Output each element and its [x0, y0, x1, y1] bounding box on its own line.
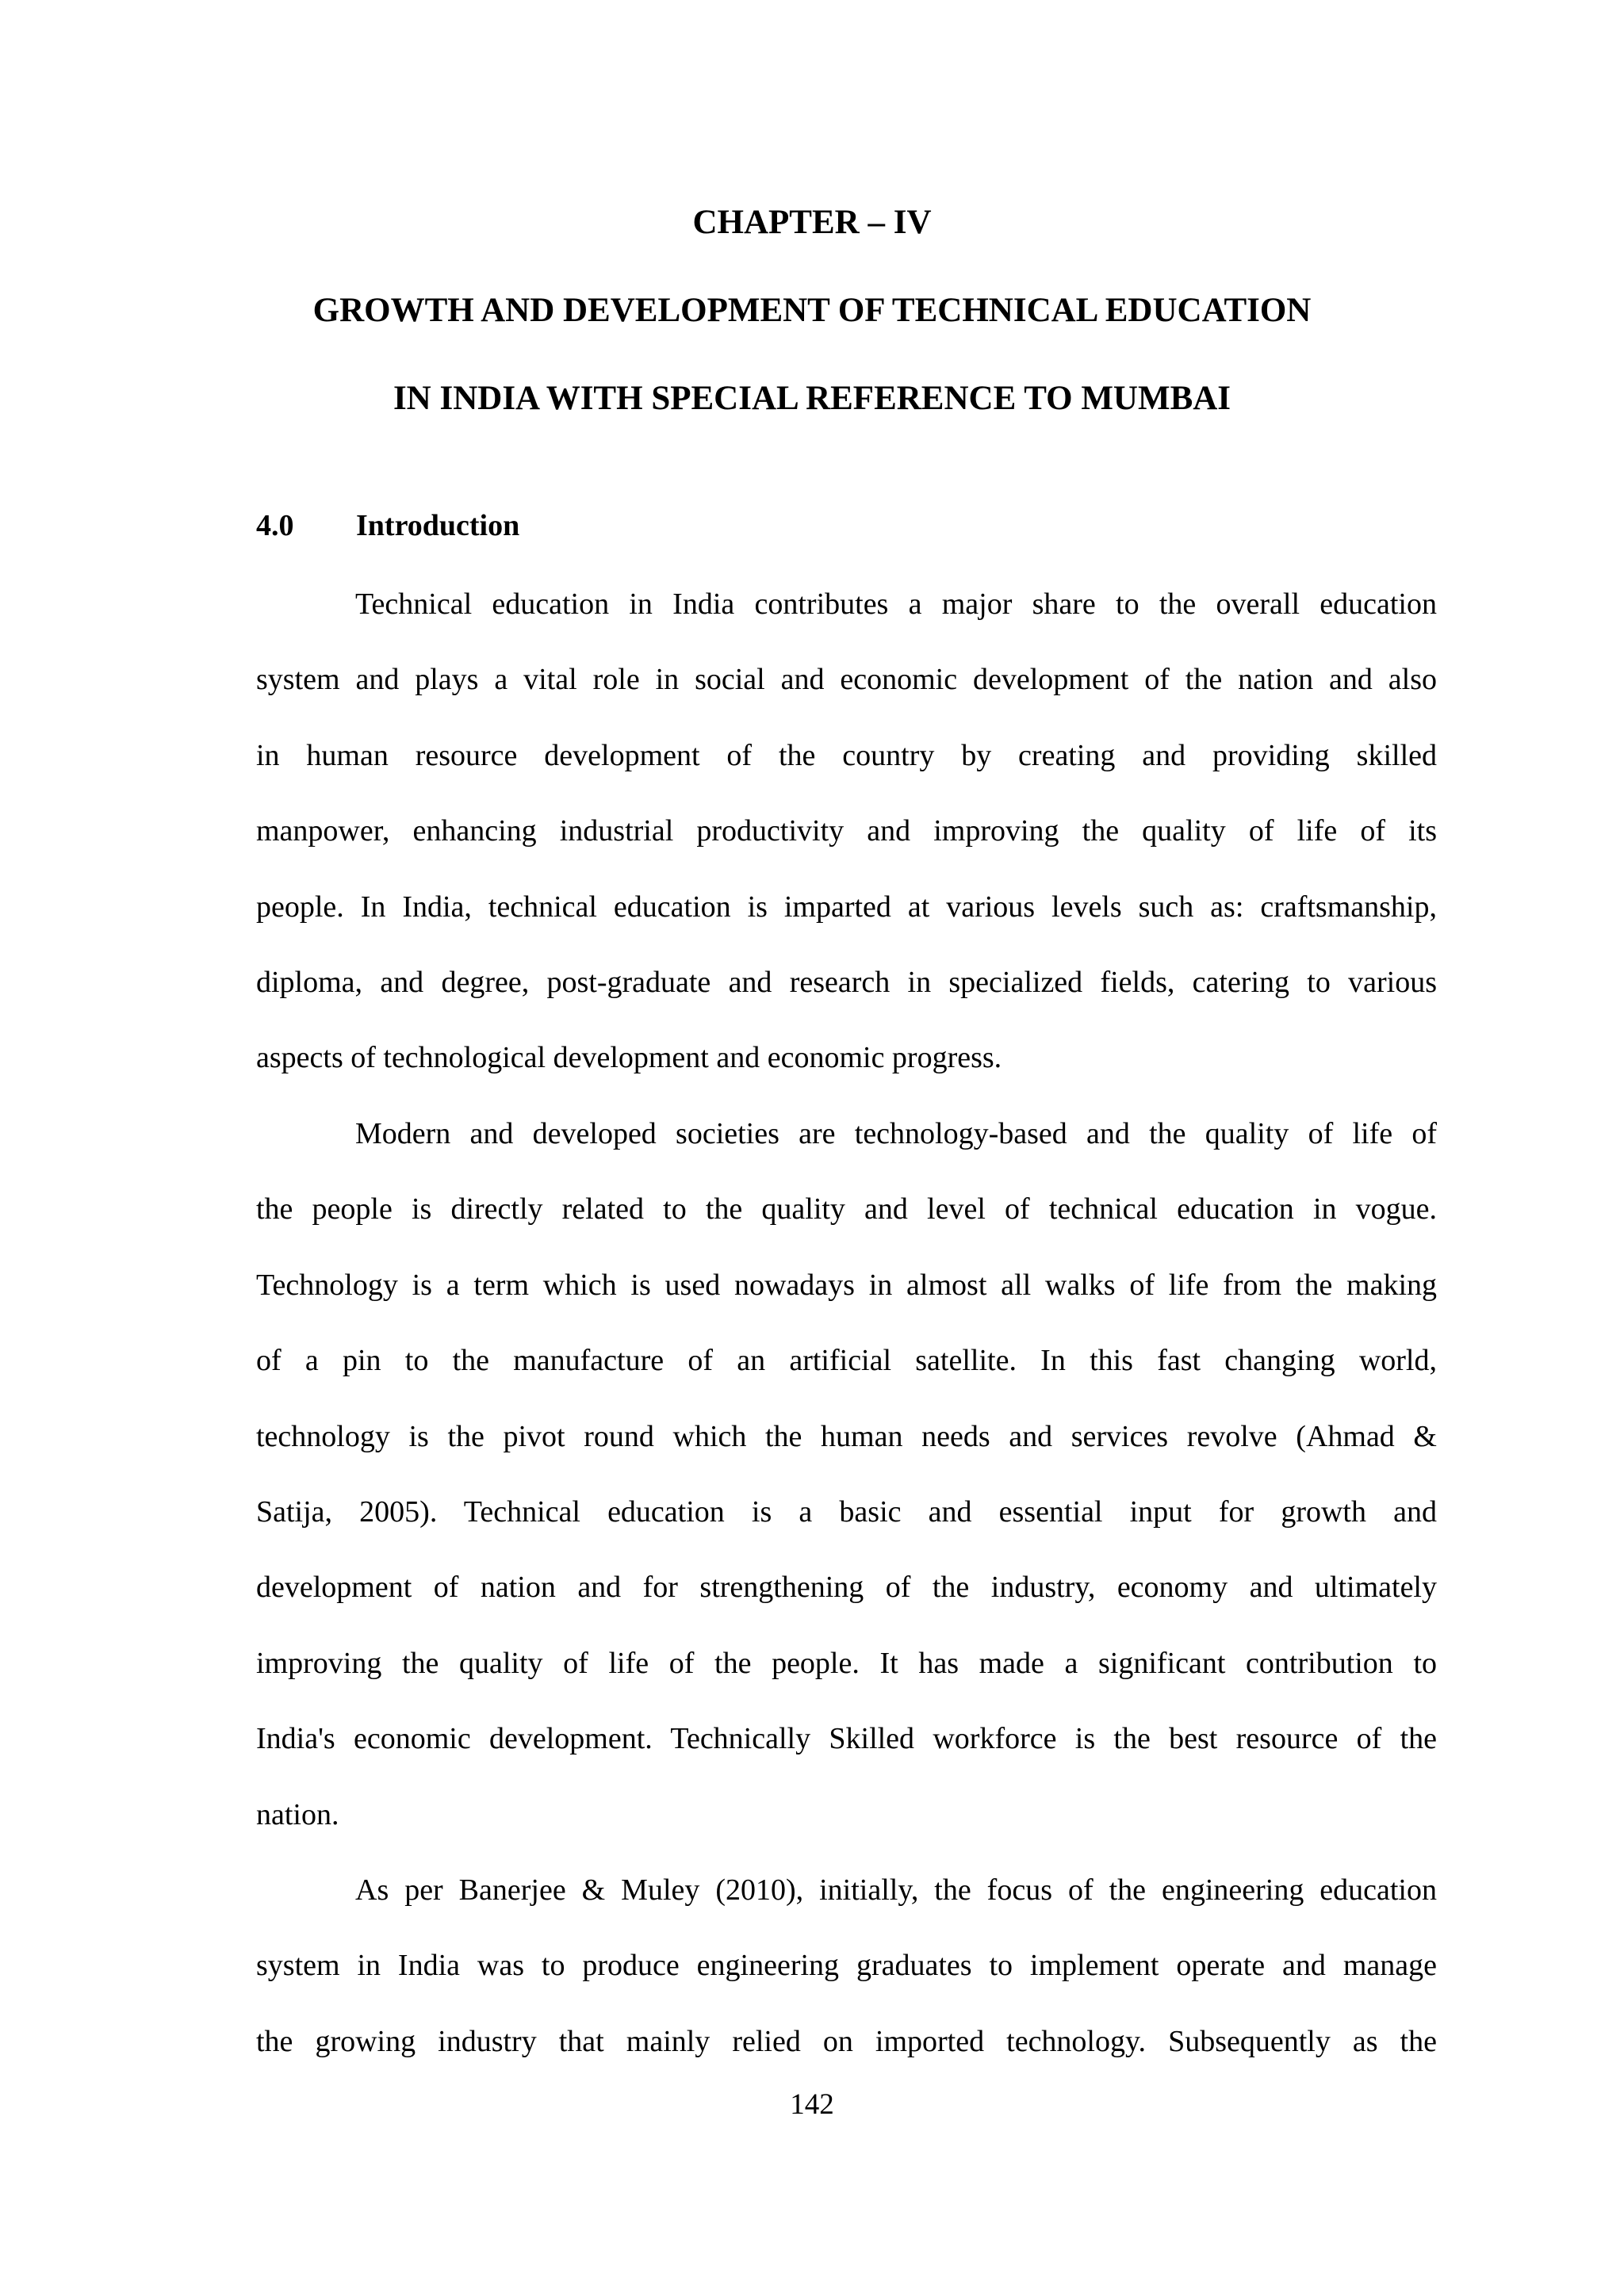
paragraph-line: of a pin to the manufacture of an artificial satellite. In this fast changing world,	[256, 1344, 1437, 1378]
paragraph-line: Modern and developed societies are technology-based and the quality of life of	[355, 1117, 1437, 1150]
paragraph-line: diploma, and degree, post-graduate and research in specialized fields, catering to various	[256, 965, 1437, 999]
paragraph-line: nation.	[256, 1797, 339, 1831]
paragraph-line: people. In India, technical education is imparted at various levels such as: craftsmanship,	[256, 890, 1437, 924]
chapter-title-line-1: GROWTH AND DEVELOPMENT OF TECHNICAL EDUCATION	[312, 292, 1312, 329]
paragraph-line: manpower, enhancing industrial productivity and improving the quality of life of its	[256, 814, 1437, 848]
paragraph-line: India's economic development. Technically Skilled workforce is the best resource of the	[256, 1722, 1437, 1756]
paragraph-3	[256, 1853, 1437, 2080]
paragraph-line: aspects of technological development and economic progress.	[256, 1041, 1002, 1075]
section-title: Introduction	[356, 509, 520, 542]
paragraph-line: As per Banerjee & Muley (2010), initially, the focus of the engineering education	[355, 1873, 1437, 1907]
paragraph-line: system and plays a vital role in social and economic development of the nation and also	[256, 663, 1437, 697]
paragraph-line: in human resource development of the country by creating and providing skilled	[256, 738, 1437, 772]
paragraph-line: Technical education in India contributes a major share to the overall education	[355, 587, 1437, 621]
paragraph-1	[256, 567, 1437, 1096]
paragraph-line: Technology is a term which is used nowadays in almost all walks of life from the making	[256, 1268, 1437, 1302]
page-number: 142	[790, 2088, 834, 2121]
paragraph-line: system in India was to produce engineering graduates to implement operate and manage	[256, 1949, 1437, 1983]
paragraph-line: technology is the pivot round which the human needs and services revolve (Ahmad &	[256, 1419, 1437, 1453]
chapter-title-line-2: IN INDIA WITH SPECIAL REFERENCE TO MUMBAI	[393, 380, 1231, 417]
section-heading	[256, 504, 519, 547]
paragraph-line: Satija, 2005). Technical education is a basic and essential input for growth and	[256, 1494, 1437, 1529]
chapter-label: CHAPTER – IV	[692, 204, 932, 241]
paragraph-line: development of nation and for strengthening of the industry, economy and ultimately	[256, 1571, 1437, 1605]
paragraph-line: improving the quality of life of the people. It has made a significant contribution to	[256, 1646, 1437, 1680]
paragraph-2	[256, 1096, 1437, 1853]
paragraph-line: the people is directly related to the quality and level of technical education in vogue.	[256, 1192, 1437, 1226]
paragraph-line: the growing industry that mainly relied on imported technology. Subsequently as the	[256, 2024, 1437, 2058]
section-number: 4.0	[256, 509, 294, 542]
